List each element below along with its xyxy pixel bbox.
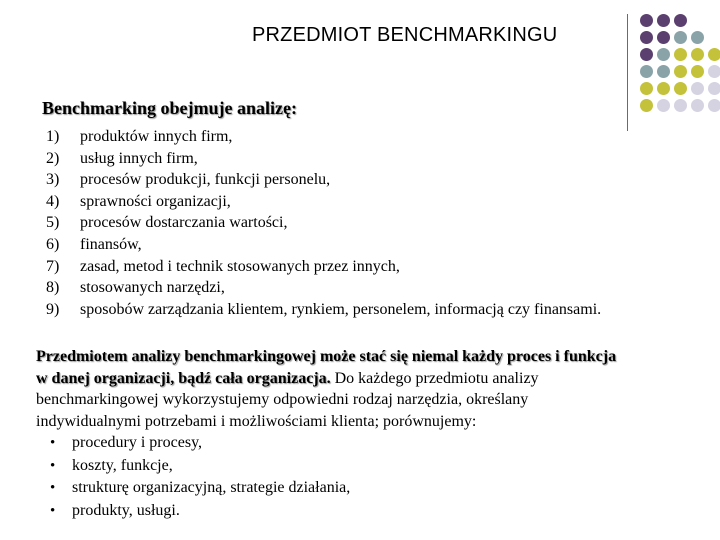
list-item: [42, 169, 601, 191]
list-item: [42, 277, 601, 299]
item-number: 8): [46, 279, 60, 297]
bullet-text: strukturę organizacyjną, strategie działania,: [72, 479, 351, 497]
item-text: sposobów zarządzania klientem, rynkiem, personelem, informacją czy finansami.: [80, 300, 602, 318]
list-item: [42, 212, 601, 234]
bullet-glyph: •: [50, 480, 56, 497]
item-text: produktów innych firm,: [80, 128, 233, 145]
item-text: usług innych firm,: [80, 149, 198, 167]
item-text: procesów dostarczania wartości,: [80, 214, 288, 232]
item-text: zasad, metod i technik stosowanych przez innych,: [80, 257, 400, 275]
item-text: finansów,: [80, 235, 142, 253]
decor-dot: [708, 99, 720, 112]
slide-title: PRZEDMIOT BENCHMARKINGU: [252, 24, 558, 46]
decor-dot: [657, 31, 670, 44]
decor-dot: [640, 48, 653, 61]
decor-dot: [657, 82, 670, 95]
decor-dot: [640, 14, 653, 27]
decor-dot: [708, 82, 720, 95]
paragraph-line: [36, 346, 716, 368]
paragraph-line: indywidualnymi potrzebami i możliwościami klienta; porównujemy:: [36, 412, 477, 430]
decor-dot: [640, 99, 653, 112]
decor-dot: [657, 99, 670, 112]
bullet-glyph: •: [50, 502, 56, 519]
decor-dot: [708, 65, 720, 78]
item-text: procesów produkcji, funkcji personelu,: [80, 171, 331, 189]
decor-dot: [640, 31, 653, 44]
list-item: [42, 256, 601, 278]
item-number: 1): [46, 128, 60, 145]
bullet-glyph: •: [50, 457, 56, 474]
bullet-text: koszty, funkcje,: [72, 456, 173, 474]
bullet-item: [40, 477, 350, 500]
paragraph-line: [36, 368, 716, 390]
item-number: 9): [46, 300, 60, 318]
item-number: 4): [46, 192, 60, 210]
title-divider: [627, 14, 628, 131]
bullet-item: [40, 455, 350, 478]
item-number: 3): [46, 171, 60, 189]
summary-paragraph: [36, 346, 716, 432]
decor-dot: [691, 65, 704, 78]
list-item: [42, 299, 601, 321]
decor-dot: [674, 82, 687, 95]
decor-dot: [674, 65, 687, 78]
paragraph-text: Do każdego przedmiotu analizy: [330, 369, 539, 387]
bullet-glyph: •: [50, 435, 56, 451]
item-text: stosowanych narzędzi,: [80, 279, 225, 297]
bullet-item: [40, 500, 350, 523]
decor-dot: [691, 31, 704, 44]
item-number: 7): [46, 257, 60, 275]
decor-dot: [657, 14, 670, 27]
decor-dot: [640, 65, 653, 78]
list-item: [42, 191, 601, 213]
list-item: [42, 126, 601, 148]
item-number: 5): [46, 214, 60, 232]
decor-dot: [674, 31, 687, 44]
decor-dot: [657, 48, 670, 61]
paragraph-line: benchmarkingowej wykorzystujemy odpowiedni rodzaj narzędzia, określany: [36, 391, 529, 409]
bullet-item: [40, 432, 350, 455]
analysis-scope-list: [42, 126, 601, 320]
decor-dot: [674, 99, 687, 112]
item-text: sprawności organizacji,: [80, 192, 231, 210]
comparison-bullet-list: [40, 432, 350, 522]
bullet-text: produkty, usługi.: [72, 501, 180, 519]
decor-dot: [657, 65, 670, 78]
decor-dot: [674, 14, 687, 27]
item-number: 2): [46, 149, 60, 167]
decor-dot: [691, 48, 704, 61]
bullet-text: procedury i procesy,: [72, 434, 203, 451]
list-item: [42, 234, 601, 256]
item-number: 6): [46, 235, 60, 253]
decor-dot: [708, 48, 720, 61]
paragraph-emphasis: w danej organizacji, bądź cała organizacja.: [36, 369, 331, 387]
paragraph-emphasis: Przedmiotem analizy benchmarkingowej może stać się niemal każdy proces i funkcja: [36, 348, 617, 365]
section-heading: Benchmarking obejmuje analizę:: [42, 98, 297, 118]
decor-dot: [640, 82, 653, 95]
decor-dot: [691, 82, 704, 95]
decor-dot: [674, 48, 687, 61]
list-item: [42, 148, 601, 170]
decor-dot: [691, 99, 704, 112]
